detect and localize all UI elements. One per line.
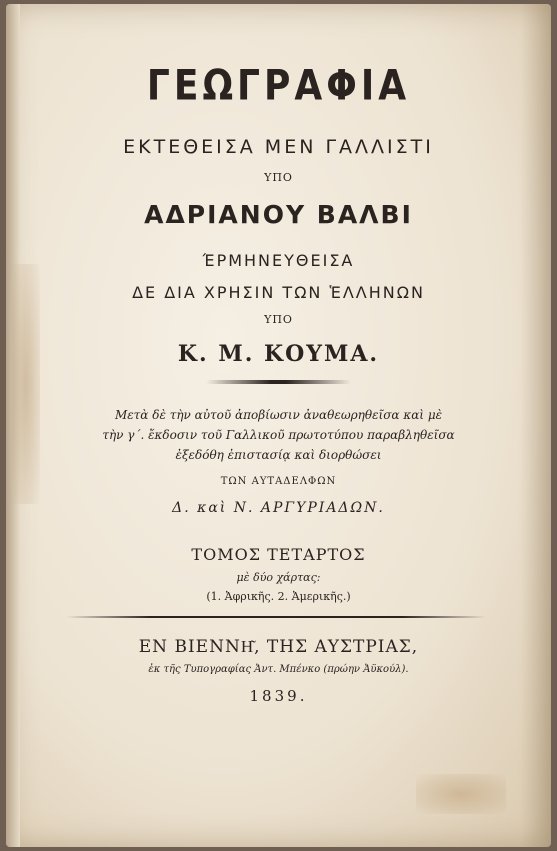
- subtitle-line-1: ΕΚΤΕΘΕΙΣΑ ΜΕΝ ΓΑΛΛΙΣΤΙ: [123, 136, 434, 158]
- editors-names: Δ. καὶ Ν. ΑΡΓΥΡΙΑΔΩΝ.: [172, 500, 385, 516]
- subtitle-line-2: ΈΡΜΗΝΕΥΘΕΙΣΑ: [202, 251, 355, 270]
- page-edge: [521, 4, 551, 847]
- ornamental-rule: [206, 380, 351, 384]
- paper-stain: [416, 774, 506, 814]
- divider-rule: [66, 616, 486, 618]
- by-label: ΥΠΟ: [264, 171, 293, 184]
- edition-note-line: Μετὰ δὲ τὴν αὐτοῦ ἀποβίωσιν ἀναθεωρηθεῖσα καὶ μὲ: [114, 408, 443, 422]
- volume-label: ΤΟΜΟΣ ΤΕΤΑΡΤΟΣ: [191, 545, 366, 564]
- printer-note: ἐκ τῆς Τυπογραφίας Ἀντ. Μπένκο (πρώην Ἀϋκούλ).: [148, 664, 409, 675]
- author-name: ΑΔΡΙΑΝΟΥ ΒΑΛΒΙ: [144, 200, 413, 229]
- subtitle-line-3: ΔΕ ΔΙΑ ΧΡΗΣΙΝ ΤΩΝ ἙΛΛΗΝΩΝ: [132, 283, 425, 302]
- publication-year: 1839.: [249, 687, 308, 705]
- translator-name: Κ. Μ. ΚΟΥΜΑ.: [177, 341, 380, 367]
- publication-place: ΕΝ ΒΙΕΝΝΗ͂, ΤΗΣ ΑΥΣΤΡΙΑΣ,: [138, 637, 419, 657]
- edition-note-line: ἐξεδόθη ἐπιστασίᾳ καὶ διορθώσει: [175, 448, 382, 462]
- title-page: [6, 4, 551, 847]
- by-label: ΥΠΟ: [264, 313, 293, 326]
- edition-note-line: τὴν γ΄. ἔκδοσιν τοῦ Γαλλικοῦ πρωτοτύπου παραβληθεῖσα: [102, 428, 455, 442]
- maps-note: μὲ δύο χάρτας:: [236, 571, 321, 584]
- editors-label: ΤΩΝ ΑΥΤΑΔΕΛΦΩΝ: [220, 476, 337, 487]
- maps-list: (1. Ἀφρικῆς. 2. Ἀμερικῆς.): [206, 590, 351, 603]
- book-title: ΓΕΩΓΡΑΦΙΑ: [146, 62, 411, 111]
